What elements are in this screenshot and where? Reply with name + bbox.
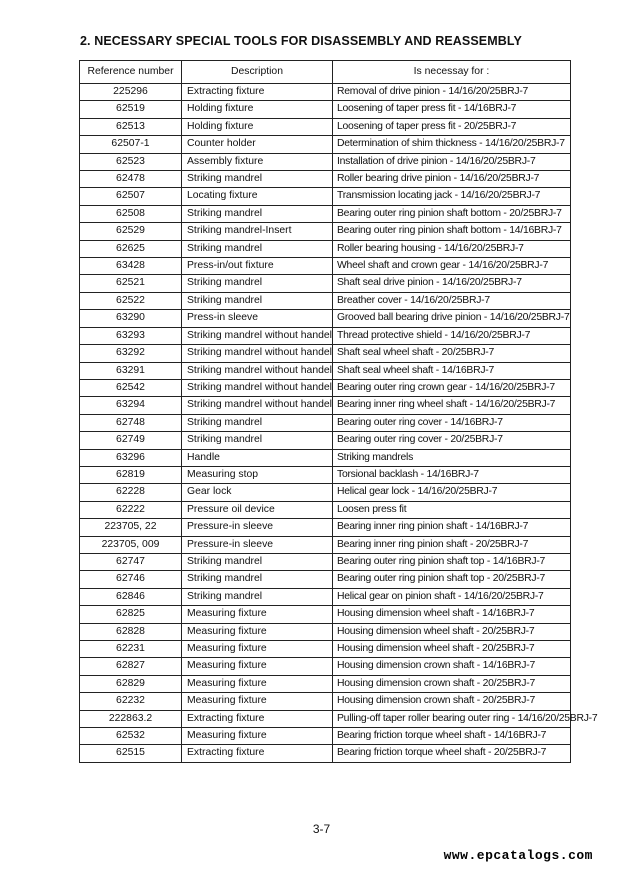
table-row <box>80 327 571 344</box>
cell-is-necessary-for: Determination of shim thickness - 14/16/20/25BRJ-7 <box>333 136 571 153</box>
cell-is-necessary-for: Installation of drive pinion - 14/16/20/25BRJ-7 <box>333 153 571 170</box>
cell-reference-number: 62507 <box>80 188 182 205</box>
table-body <box>80 84 598 763</box>
table-row <box>80 571 571 588</box>
table-row <box>80 553 571 570</box>
cell-is-necessary-for: Bearing outer ring crown gear - 14/16/20/25BRJ-7 <box>333 379 571 396</box>
cell-description: Extracting fixture <box>182 710 333 727</box>
table-row <box>80 397 571 414</box>
cell-description: Striking mandrel <box>182 553 333 570</box>
cell-description: Assembly fixture <box>182 153 333 170</box>
cell-description: Pressure oil device <box>182 501 333 518</box>
table-row <box>80 240 571 257</box>
header-is-necessary-for: Is necessay for : <box>333 61 571 84</box>
cell-reference-number: 63292 <box>80 345 182 362</box>
table-row <box>80 728 571 745</box>
cell-reference-number: 62828 <box>80 623 182 640</box>
cell-reference-number: 223705, 009 <box>80 536 182 553</box>
cell-is-necessary-for: Roller bearing housing - 14/16/20/25BRJ-7 <box>333 240 571 257</box>
cell-is-necessary-for: Housing dimension crown shaft - 20/25BRJ-7 <box>333 675 571 692</box>
cell-description: Measuring fixture <box>182 693 333 710</box>
cell-reference-number: 62749 <box>80 432 182 449</box>
cell-reference-number: 62846 <box>80 588 182 605</box>
cell-description: Press-in sleeve <box>182 310 333 327</box>
cell-description: Striking mandrel <box>182 414 333 431</box>
table-row <box>80 606 571 623</box>
cell-description: Striking mandrel <box>182 432 333 449</box>
cell-is-necessary-for: Housing dimension crown shaft - 14/16BRJ-7 <box>333 658 571 675</box>
cell-is-necessary-for: Bearing outer ring pinion shaft bottom - 20/25BRJ-7 <box>333 205 571 222</box>
watermark: www.epcatalogs.com <box>443 848 593 863</box>
table-row <box>80 379 571 396</box>
cell-description: Measuring fixture <box>182 623 333 640</box>
table-row <box>80 501 571 518</box>
table-row <box>80 693 571 710</box>
cell-reference-number: 62825 <box>80 606 182 623</box>
cell-is-necessary-for: Torsional backlash - 14/16BRJ-7 <box>333 466 571 483</box>
table-row <box>80 292 571 309</box>
table-row <box>80 171 571 188</box>
cell-is-necessary-for: Bearing outer ring cover - 20/25BRJ-7 <box>333 432 571 449</box>
cell-reference-number: 62228 <box>80 484 182 501</box>
cell-description: Press-in/out fixture <box>182 258 333 275</box>
cell-is-necessary-for: Grooved ball bearing drive pinion - 14/16/20/25BRJ-7 <box>333 310 571 327</box>
cell-description: Striking mandrel <box>182 240 333 257</box>
cell-reference-number: 62521 <box>80 275 182 292</box>
cell-reference-number: 62827 <box>80 658 182 675</box>
cell-description: Striking mandrel <box>182 205 333 222</box>
table-row <box>80 536 571 553</box>
cell-reference-number: 62232 <box>80 693 182 710</box>
header-description: Description <box>182 61 333 84</box>
cell-is-necessary-for: Shaft seal wheel shaft - 14/16BRJ-7 <box>333 362 571 379</box>
cell-description: Striking mandrel without handel <box>182 397 333 414</box>
cell-description: Measuring fixture <box>182 606 333 623</box>
cell-description: Counter holder <box>182 136 333 153</box>
cell-description: Striking mandrel without handel <box>182 362 333 379</box>
cell-description: Measuring fixture <box>182 658 333 675</box>
table-row <box>80 275 571 292</box>
cell-is-necessary-for: Loosening of taper press fit - 20/25BRJ-7 <box>333 118 571 135</box>
table-row <box>80 223 571 240</box>
table-row <box>80 449 571 466</box>
table-row <box>80 710 571 727</box>
cell-reference-number: 223705, 22 <box>80 519 182 536</box>
cell-is-necessary-for: Transmission locating jack - 14/16/20/25BRJ-7 <box>333 188 571 205</box>
cell-is-necessary-for: Bearing outer ring pinion shaft top - 14/16BRJ-7 <box>333 553 571 570</box>
table-row <box>80 675 571 692</box>
cell-reference-number: 62515 <box>80 745 182 762</box>
cell-is-necessary-for: Housing dimension wheel shaft - 20/25BRJ-7 <box>333 641 571 658</box>
cell-reference-number: 62747 <box>80 553 182 570</box>
cell-description: Measuring fixture <box>182 728 333 745</box>
cell-description: Pressure-in sleeve <box>182 519 333 536</box>
table-row <box>80 101 571 118</box>
cell-is-necessary-for: Shaft seal drive pinion - 14/16/20/25BRJ-7 <box>333 275 571 292</box>
cell-is-necessary-for: Bearing friction torque wheel shaft - 20/25BRJ-7 <box>333 745 571 762</box>
header-reference-number: Reference number <box>80 61 182 84</box>
cell-description: Gear lock <box>182 484 333 501</box>
cell-reference-number: 62829 <box>80 675 182 692</box>
table-row <box>80 345 571 362</box>
table-row <box>80 414 571 431</box>
cell-is-necessary-for: Striking mandrels <box>333 449 571 466</box>
table-row <box>80 258 571 275</box>
cell-reference-number: 62519 <box>80 101 182 118</box>
table-row <box>80 484 571 501</box>
section-title: 2. NECESSARY SPECIAL TOOLS FOR DISASSEMBLY AND REASSEMBLY <box>80 34 522 48</box>
cell-description: Holding fixture <box>182 101 333 118</box>
special-tools-table <box>79 60 598 763</box>
cell-is-necessary-for: Breather cover - 14/16/20/25BRJ-7 <box>333 292 571 309</box>
table-row <box>80 658 571 675</box>
cell-is-necessary-for: Bearing inner ring pinion shaft - 14/16BRJ-7 <box>333 519 571 536</box>
cell-description: Striking mandrel <box>182 571 333 588</box>
cell-is-necessary-for: Bearing inner ring pinion shaft - 20/25BRJ-7 <box>333 536 571 553</box>
table-row <box>80 136 571 153</box>
cell-is-necessary-for: Housing dimension wheel shaft - 20/25BRJ-7 <box>333 623 571 640</box>
cell-is-necessary-for: Removal of drive pinion - 14/16/20/25BRJ-7 <box>333 84 571 101</box>
cell-is-necessary-for: Bearing inner ring wheel shaft - 14/16/20/25BRJ-7 <box>333 397 571 414</box>
cell-reference-number: 62625 <box>80 240 182 257</box>
cell-is-necessary-for: Wheel shaft and crown gear - 14/16/20/25BRJ-7 <box>333 258 571 275</box>
cell-reference-number: 62532 <box>80 728 182 745</box>
cell-description: Striking mandrel <box>182 292 333 309</box>
cell-is-necessary-for: Bearing outer ring pinion shaft top - 20/25BRJ-7 <box>333 571 571 588</box>
table-row <box>80 310 571 327</box>
cell-description: Striking mandrel without handel <box>182 379 333 396</box>
cell-reference-number: 62522 <box>80 292 182 309</box>
table-row <box>80 641 571 658</box>
cell-reference-number: 62231 <box>80 641 182 658</box>
cell-description: Striking mandrel <box>182 275 333 292</box>
cell-is-necessary-for: Bearing outer ring cover - 14/16BRJ-7 <box>333 414 571 431</box>
cell-reference-number: 63296 <box>80 449 182 466</box>
table-row <box>80 205 571 222</box>
cell-is-necessary-for: Loosen press fit <box>333 501 571 518</box>
table-row <box>80 466 571 483</box>
cell-description: Striking mandrel-Insert <box>182 223 333 240</box>
table-row <box>80 745 571 762</box>
cell-description: Measuring stop <box>182 466 333 483</box>
table-row <box>80 432 571 449</box>
cell-description: Locating fixture <box>182 188 333 205</box>
cell-description: Striking mandrel <box>182 171 333 188</box>
cell-reference-number: 62746 <box>80 571 182 588</box>
cell-is-necessary-for: Roller bearing drive pinion - 14/16/20/25BRJ-7 <box>333 171 571 188</box>
cell-reference-number: 62819 <box>80 466 182 483</box>
table-row <box>80 153 571 170</box>
cell-description: Pressure-in sleeve <box>182 536 333 553</box>
cell-reference-number: 63294 <box>80 397 182 414</box>
cell-reference-number: 62523 <box>80 153 182 170</box>
cell-description: Extracting fixture <box>182 745 333 762</box>
cell-description: Striking mandrel <box>182 588 333 605</box>
cell-description: Measuring fixture <box>182 641 333 658</box>
cell-reference-number: 62513 <box>80 118 182 135</box>
cell-is-necessary-for: Helical gear lock - 14/16/20/25BRJ-7 <box>333 484 571 501</box>
cell-reference-number: 62748 <box>80 414 182 431</box>
cell-reference-number: 63428 <box>80 258 182 275</box>
cell-reference-number: 62542 <box>80 379 182 396</box>
cell-reference-number: 62222 <box>80 501 182 518</box>
cell-reference-number: 225296 <box>80 84 182 101</box>
cell-is-necessary-for: Pulling-off taper roller bearing outer ring - 14/16/20/25BRJ-7 <box>333 710 571 727</box>
cell-is-necessary-for: Housing dimension crown shaft - 20/25BRJ-7 <box>333 693 571 710</box>
table-row <box>80 84 571 101</box>
cell-is-necessary-for: Thread protective shield - 14/16/20/25BRJ-7 <box>333 327 571 344</box>
cell-reference-number: 63291 <box>80 362 182 379</box>
cell-description: Measuring fixture <box>182 675 333 692</box>
cell-description: Striking mandrel without handel <box>182 327 333 344</box>
cell-is-necessary-for: Bearing friction torque wheel shaft - 14/16BRJ-7 <box>333 728 571 745</box>
cell-reference-number: 62478 <box>80 171 182 188</box>
table-header-row <box>80 61 571 84</box>
cell-reference-number: 222863.2 <box>80 710 182 727</box>
cell-is-necessary-for: Bearing outer ring pinion shaft bottom - 14/16BRJ-7 <box>333 223 571 240</box>
table-row <box>80 118 571 135</box>
cell-is-necessary-for: Shaft seal wheel shaft - 20/25BRJ-7 <box>333 345 571 362</box>
cell-description: Striking mandrel without handel <box>182 345 333 362</box>
cell-description: Extracting fixture <box>182 84 333 101</box>
table-row <box>80 623 571 640</box>
page-number: 3-7 <box>312 822 331 836</box>
cell-is-necessary-for: Helical gear on pinion shaft - 14/16/20/25BRJ-7 <box>333 588 571 605</box>
table-row <box>80 362 571 379</box>
cell-reference-number: 62529 <box>80 223 182 240</box>
table-row <box>80 519 571 536</box>
cell-reference-number: 62508 <box>80 205 182 222</box>
cell-reference-number: 62507-1 <box>80 136 182 153</box>
cell-reference-number: 63290 <box>80 310 182 327</box>
table-row <box>80 188 571 205</box>
cell-is-necessary-for: Housing dimension wheel shaft - 14/16BRJ-7 <box>333 606 571 623</box>
cell-reference-number: 63293 <box>80 327 182 344</box>
cell-description: Handle <box>182 449 333 466</box>
cell-is-necessary-for: Loosening of taper press fit - 14/16BRJ-7 <box>333 101 571 118</box>
cell-description: Holding fixture <box>182 118 333 135</box>
table-row <box>80 588 571 605</box>
